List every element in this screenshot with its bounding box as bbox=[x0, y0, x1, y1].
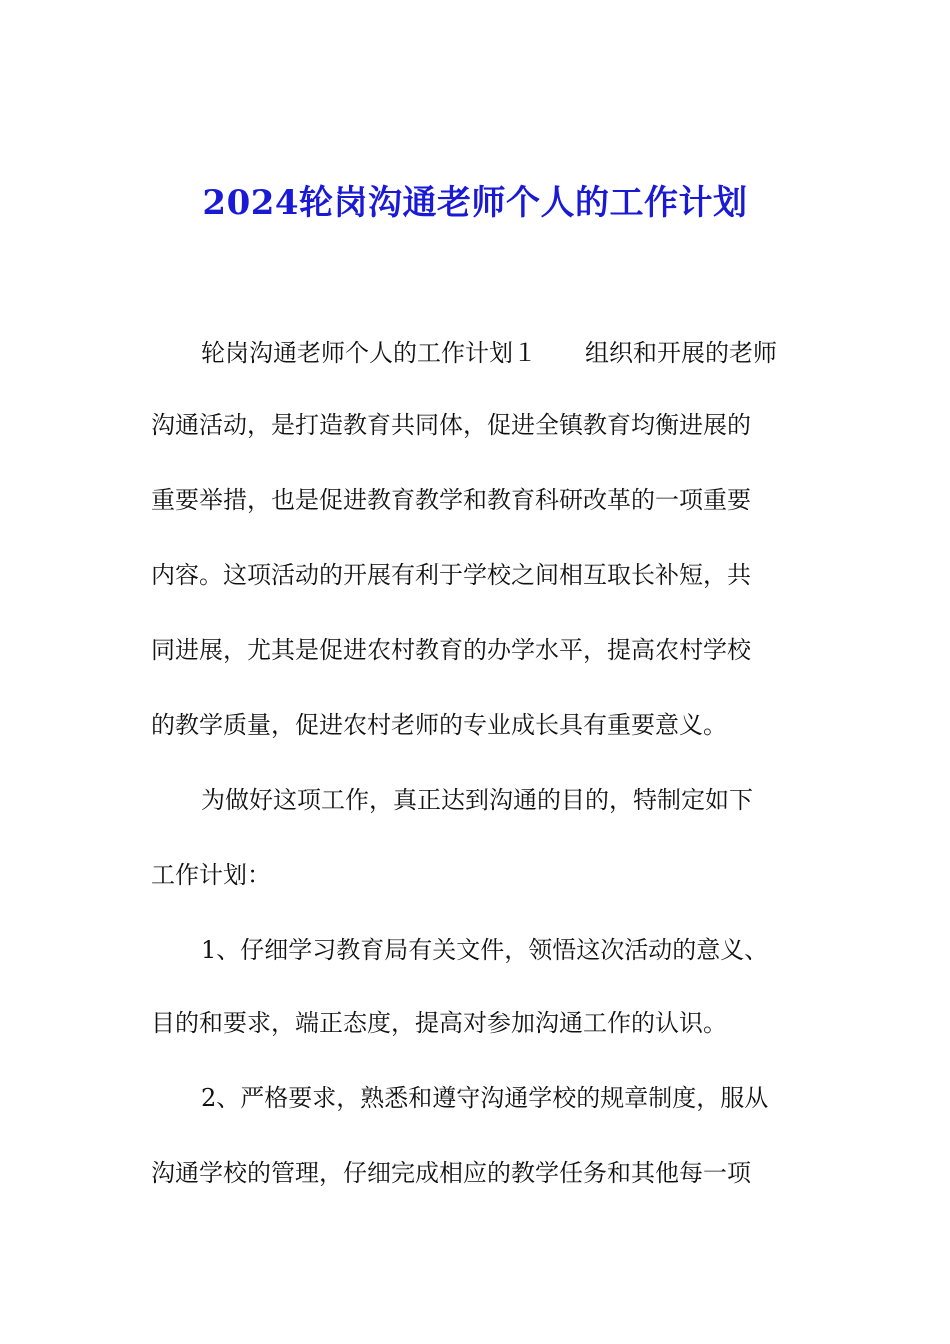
paragraph-line: 沟通学校的管理，仔细完成相应的教学任务和其他每一项 bbox=[151, 1159, 751, 1187]
paragraph-line: 轮岗沟通老师个人的工作计划１ 组织和开展的老师 bbox=[201, 339, 777, 367]
paragraph-line: 工作计划： bbox=[151, 861, 271, 889]
paragraph-line: 同进展，尤其是促进农村教育的办学水平，提高农村学校 bbox=[151, 636, 751, 664]
paragraph-line: 2、严格要求，熟悉和遵守沟通学校的规章制度，服从 bbox=[201, 1084, 769, 1112]
document-title: 2024轮岗沟通老师个人的工作计划 bbox=[202, 183, 748, 223]
paragraph-line: 为做好这项工作，真正达到沟通的目的，特制定如下 bbox=[201, 786, 753, 814]
paragraph-line: 的教学质量，促进农村老师的专业成长具有重要意义。 bbox=[151, 711, 727, 739]
paragraph-line: 目的和要求，端正态度，提高对参加沟通工作的认识。 bbox=[151, 1009, 727, 1037]
paragraph-line: 1、仔细学习教育局有关文件，领悟这次活动的意义、 bbox=[201, 936, 769, 964]
paragraph-line: 沟通活动，是打造教育共同体，促进全镇教育均衡进展的 bbox=[151, 411, 751, 439]
paragraph-line: 内容。这项活动的开展有利于学校之间相互取长补短，共 bbox=[151, 561, 751, 589]
paragraph-line: 重要举措，也是促进教育教学和教育科研改革的一项重要 bbox=[151, 486, 751, 514]
